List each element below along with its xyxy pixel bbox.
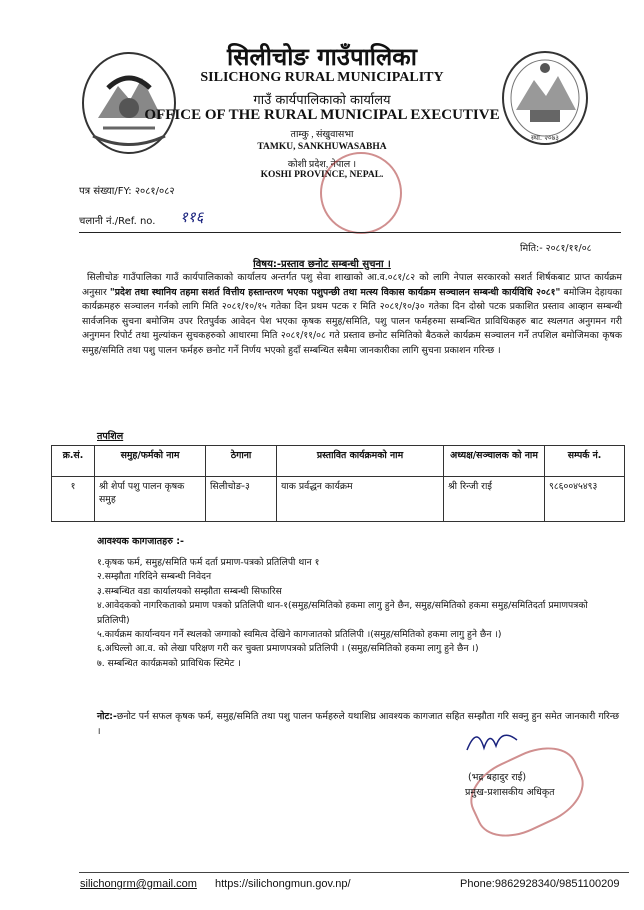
col-header: ठेगाना bbox=[206, 446, 277, 477]
signatory-name: (भद्र बहादुर राई) bbox=[468, 772, 527, 783]
subject: विषय:-प्रस्ताव छनोट सम्बन्धी सुचना । bbox=[253, 259, 391, 270]
program-table bbox=[51, 445, 625, 522]
col-header: क्र.सं. bbox=[52, 446, 95, 477]
list-item: ५.कार्यक्रम कार्यान्वयन गर्ने स्थलको जग्गाको स्वमित्व देखिने कागजातको प्रतिलिपी ।(समुह/समितिको हकमा लागु हुने छैन ।) bbox=[97, 629, 502, 641]
signature-mark bbox=[462, 720, 522, 760]
table-cell: ९८६००४५४९३ bbox=[545, 477, 625, 522]
footer-phone: Phone:9862928340/9851100209 bbox=[460, 878, 620, 890]
body-part-2: बमोजिम देहायका कार्यक्रमहरु सञ्चालन गर्नको लागि मिति २०८१/१०/१५ गतेका दिन प्रथम पटक र मिति २०८१/१०/३० गतेका दिन दोस्रो पटक प्रकाशित प्रस्ताव आव्हान सम्बन्धी सार्वजनिक सुचना बमोजिम उपर रितपुर्वक आवेदन पेश भएका कृषक समुह/समिति, पशु पालन फर्महरुमा सम्बन्धित प्राविधिकहरु बाट स्थलगत अनुगमन गरी अनुगमन रिपोर्ट तथा मुल्यांकन सुचकहरुको आधारमा मिति २०८१/११/०८ गते प्रस्ताव छनोट समितिको बैठकले कार्यक्रम सञ्चालन गर्ने तपशिल बमोजिमका कृषक समुह/समिति तथा पशु पालन फर्महरु छनोट गर्ने निर्णय भएको हुदाँ सम्बन्धित सबैमा जानकारीका लागि सुचना प्रकाशन गरिन्छ । bbox=[82, 286, 622, 356]
dispatch-number: ११६ bbox=[180, 208, 204, 226]
address-english: TAMKU, SANKHUWASABHA bbox=[257, 142, 387, 152]
footer-email[interactable]: silichongrm@gmail.com bbox=[80, 878, 197, 890]
note bbox=[97, 710, 619, 739]
footer-divider bbox=[79, 872, 629, 873]
table-cell: १ bbox=[52, 477, 95, 522]
col-header: सम्पर्क नं. bbox=[545, 446, 625, 477]
title-nepali: सिलीचोङ गाउँपालिका bbox=[227, 42, 417, 71]
col-header: अध्यक्ष/सञ्चालक को नाम bbox=[444, 446, 545, 477]
list-item: १.कृषक फर्म, समुह/समिति फर्म दर्ता प्रमाण-पत्रको प्रतिलिपी थान १ bbox=[97, 557, 320, 568]
table-row bbox=[52, 477, 625, 522]
list-item: ६.अघिल्लो आ.व. को लेखा परिक्षण गरी कर चुक्ता प्रमाणपत्रको प्रतिलिपी । (समुह/समितिको हकमा लागु हुने छैन ।) bbox=[97, 643, 479, 655]
body-paragraph bbox=[82, 271, 622, 359]
body-part-1: सिलीचोङ गाउँपालिका गाउँ कार्यपालिकाको कार्यालय अन्तर्गत पशु सेवा शाखाको आ.व.०८१/८२ को लागि नेपाल सरकारको सशर्त शिर्षकबाट प्राप्त कार्यक्रम अनुसार bbox=[82, 272, 622, 298]
province-nepali: कोशी प्रदेश, नेपाल । bbox=[287, 160, 357, 170]
list-item: ३.सम्बन्धित वडा कार्यालयको सम्झौता सम्बन्धी सिफारिस bbox=[97, 585, 282, 597]
docs-list bbox=[97, 556, 617, 671]
body-bold-title: "प्रदेश तथा स्थानिय तहमा सशर्त वित्तीय हस्तान्तरण भएका पशुपन्छी तथा मत्स्य विकास कार्यक्रम सञ्चालन सम्बन्धी कार्यविधि २०८१" bbox=[109, 286, 561, 298]
province-english: KOSHI PROVINCE, NEPAL. bbox=[260, 170, 384, 180]
table-header-row bbox=[52, 446, 625, 477]
list-item: २.सम्झौता गरिदिने सम्बन्धी निवेदन bbox=[97, 571, 212, 583]
table-cell: श्री रिन्जी राई bbox=[444, 477, 545, 522]
tapsil-heading: तपशिल bbox=[97, 431, 124, 442]
dispatch-label: चलानी नं./Ref. no. bbox=[79, 216, 156, 227]
header-divider bbox=[79, 232, 621, 233]
title-english: SILICHONG RURAL MUNICIPALITY bbox=[200, 70, 444, 85]
footer-url[interactable]: https://silichongmun.gov.np/ bbox=[215, 878, 351, 890]
table-cell: सिलीचोङ-३ bbox=[206, 477, 277, 522]
address-nepali: ताम्कु , संखुवासभा bbox=[290, 130, 354, 140]
date: मिति:- २०८१/११/०८ bbox=[520, 243, 592, 254]
note-label: नोट:- bbox=[97, 711, 117, 722]
table-cell: श्री शेर्पा पशु पालन कृषक समुह bbox=[95, 477, 206, 522]
list-item: ४.आवेदकको नागरिकताको प्रमाण पत्रको प्रतिलिपी थान-१(समुह/समितिको हकमा लागु हुने छैन, समुह/समितिको हकमा समुह/समितिदर्ता प्रमाणपत्रको प्रतिलिपी) bbox=[97, 600, 588, 626]
docs-heading: आवश्यक कागजातहरु :- bbox=[97, 536, 184, 547]
office-stamp bbox=[320, 152, 402, 234]
office-nepali: गाउँ कार्यपालिकाको कार्यालय bbox=[253, 93, 391, 108]
table-cell: याक प्रर्वद्धन कार्यक्रम bbox=[277, 477, 444, 522]
fy-reference: पत्र संख्या/FY: २०८१/०८२ bbox=[79, 186, 175, 197]
signatory-title: प्रमुख-प्रशासकीय अधिकृत bbox=[465, 787, 555, 798]
office-english: OFFICE OF THE RURAL MUNICIPAL EXECUTIVE bbox=[144, 107, 500, 123]
list-item: ७. सम्बन्धित कार्यक्रमको प्राविधिक स्टिमेट । bbox=[97, 657, 241, 669]
col-header: समुह/फर्मको नाम bbox=[95, 446, 206, 477]
right-logo-year: स्था. २०७३ bbox=[531, 134, 559, 142]
note-text: छनोट पर्न सफल कृषक फर्म, समुह/समिति तथा पशु पालन फर्महरुले यथाशिघ्र आवश्यक कागजात सहित सम्झौता गरि सक्नु हुन समेत जानकारी गरिन्छ । bbox=[97, 711, 619, 737]
col-header: प्रस्तावित कार्यक्रमको नाम bbox=[277, 446, 444, 477]
